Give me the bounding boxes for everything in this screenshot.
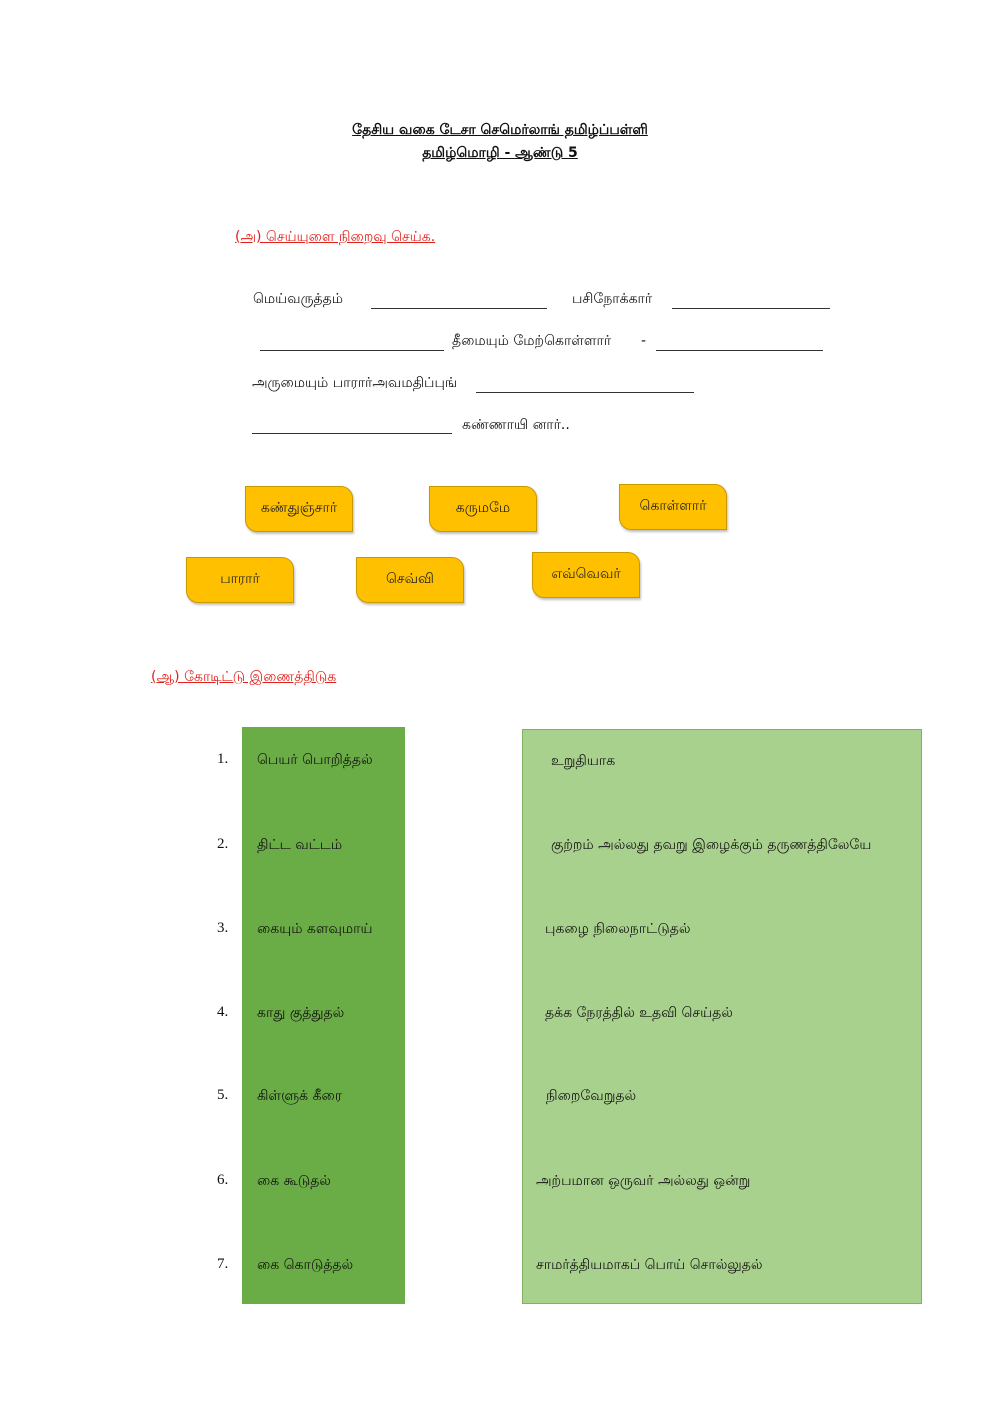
poem-line-4-right: கண்ணாயி னார்.. [462, 417, 570, 433]
meaning-item-1[interactable]: உறுதியாக [551, 753, 616, 769]
poem-blank-4[interactable] [656, 349, 823, 351]
poem-blank-3[interactable] [260, 349, 444, 351]
item-number: 4. [217, 1004, 229, 1020]
item-number: 1. [217, 751, 229, 767]
section-a-heading: (அ) செய்யுளை நிறைவு செய்க. [235, 229, 436, 245]
word-box-sevvi[interactable]: செவ்வி [356, 557, 464, 603]
word-box-karumame[interactable]: கருமமே [429, 486, 537, 532]
poem-blank-6[interactable] [252, 432, 452, 434]
meaning-item-3[interactable]: புகழை நிலைநாட்டுதல் [545, 921, 691, 937]
meaning-item-4[interactable]: தக்க நேரத்தில் உதவி செய்தல் [545, 1005, 733, 1021]
poem-blank-2[interactable] [672, 307, 830, 309]
meaning-item-6[interactable]: அற்பமான ஒருவர் அல்லது ஒன்று [536, 1173, 751, 1189]
poem-line-2-dash: - [641, 333, 647, 349]
idiom-item-7[interactable]: கை கொடுத்தல் [257, 1257, 354, 1273]
subject-title: தமிழ்மொழி - ஆண்டு 5 [422, 145, 578, 161]
item-number: 3. [217, 920, 229, 936]
idiom-item-5[interactable]: கிள்ளுக் கீரை [257, 1088, 343, 1104]
school-title: தேசிய வகை டேசா செமெர்லாங் தமிழ்ப்பள்ளி [352, 122, 648, 138]
poem-blank-1[interactable] [371, 307, 547, 309]
poem-line-3-left: அருமையும் பாரார்அவமதிப்புங் [252, 375, 458, 391]
section-b-heading: (ஆ) கோடிட்டு இணைத்திடுக [151, 669, 337, 685]
item-number: 7. [217, 1256, 229, 1272]
word-box-paaraar[interactable]: பாரார் [186, 557, 294, 603]
word-box-evvevar[interactable]: எவ்வெவர் [532, 552, 640, 598]
poem-blank-5[interactable] [476, 391, 694, 393]
meaning-item-2[interactable]: குற்றம் அல்லது தவறு இழைக்கும் தருணத்திலேயே [551, 837, 872, 853]
item-number: 2. [217, 836, 229, 852]
poem-line-1-left: மெய்வருத்தம் [253, 291, 344, 307]
idiom-item-3[interactable]: கையும் களவுமாய் [257, 921, 373, 937]
word-box-kollaar[interactable]: கொள்ளார் [619, 484, 727, 530]
idiom-item-4[interactable]: காது குத்துதல் [257, 1005, 345, 1021]
poem-line-1-right: பசிநோக்கார் [572, 291, 653, 307]
meaning-item-5[interactable]: நிறைவேறுதல் [546, 1088, 637, 1104]
poem-line-2-middle: தீமையும் மேற்கொள்ளார் [452, 333, 612, 349]
item-number: 5. [217, 1087, 229, 1103]
meaning-item-7[interactable]: சாமர்த்தியமாகப் பொய் சொல்லுதல் [536, 1257, 763, 1273]
idiom-item-1[interactable]: பெயர் பொறித்தல் [257, 752, 373, 768]
idiom-item-2[interactable]: திட்ட வட்டம் [257, 837, 343, 853]
word-box-kanthunjaar[interactable]: கண்துஞ்சார் [245, 486, 353, 532]
item-number: 6. [217, 1172, 229, 1188]
idiom-item-6[interactable]: கை கூடுதல் [257, 1173, 331, 1189]
